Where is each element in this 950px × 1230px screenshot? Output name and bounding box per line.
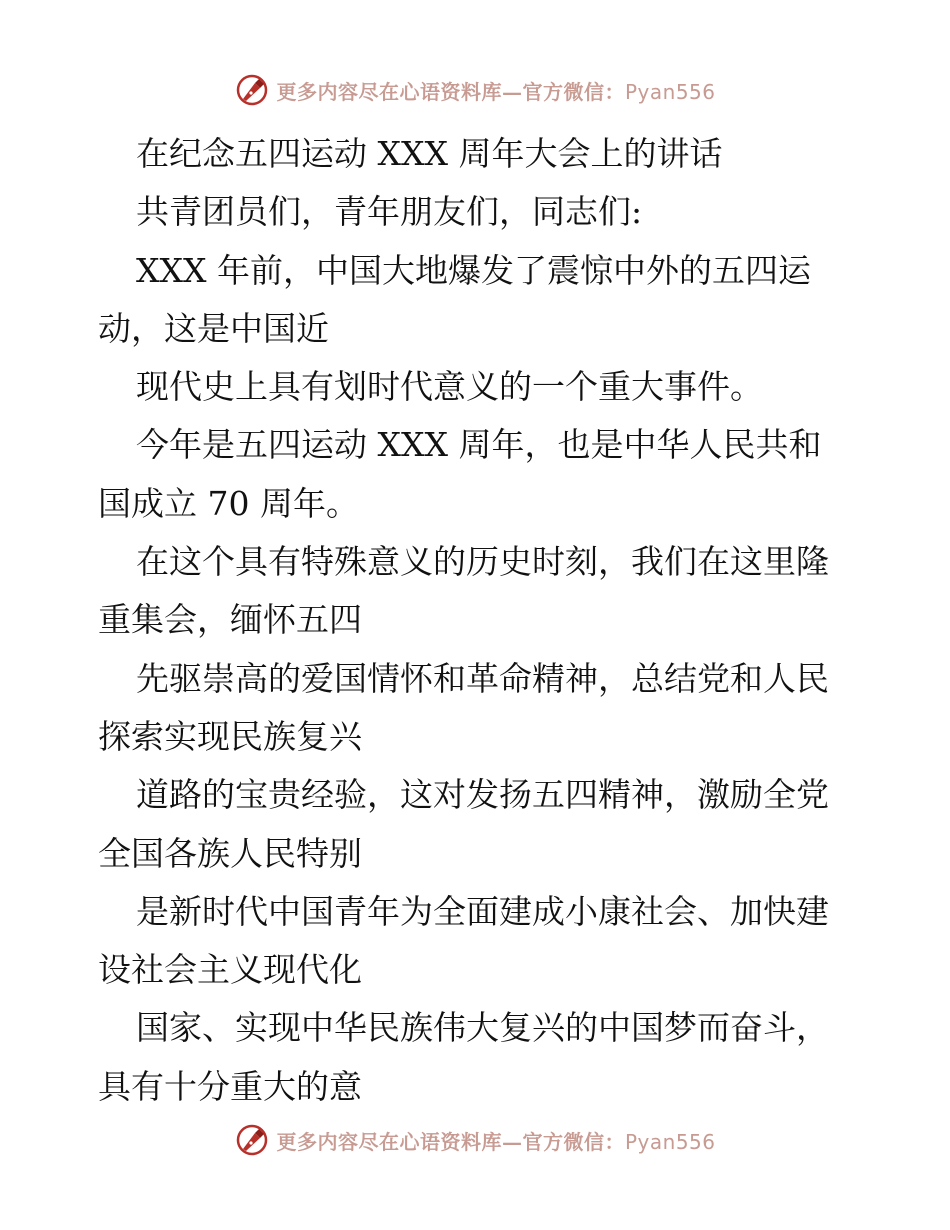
paragraph-line: 现代史上具有划时代意义的一个重大事件。 xyxy=(136,367,763,407)
paragraph-line: 是新时代中国青年为全面建成小康社会、加快建 xyxy=(136,891,829,931)
header-banner-handle: Pyan556 xyxy=(624,79,716,104)
paragraph-line: 今年是五四运动 XXX 周年，也是中华人民共和 xyxy=(136,425,822,465)
pen-nib-circle-icon xyxy=(234,1122,270,1158)
paragraph-line: 在这个具有特殊意义的历史时刻，我们在这里隆 xyxy=(136,542,829,582)
paragraph-line: 国成立 70 周年。 xyxy=(98,483,359,523)
paragraph-line: 设社会主义现代化 xyxy=(98,950,362,990)
paragraph-line: 道路的宝贵经验，这对发扬五四精神，激励全党 xyxy=(136,775,829,815)
footer-banner-text: 更多内容尽在心语资料库—官方微信：Pyan556 xyxy=(276,1129,716,1154)
header-banner-text: 更多内容尽在心语资料库—官方微信：Pyan556 xyxy=(276,79,716,104)
paragraph-line: 动，这是中国近 xyxy=(98,308,329,348)
footer-watermark-banner xyxy=(0,1120,950,1160)
paragraph-line: XXX 年前，中国大地爆发了震惊中外的五四运 xyxy=(136,250,811,290)
speech-body xyxy=(98,125,868,1116)
paragraph-line: 重集会，缅怀五四 xyxy=(98,600,362,640)
paragraph-line: 全国各族人民特别 xyxy=(98,833,362,873)
paragraph-line: 具有十分重大的意 xyxy=(98,1066,362,1106)
pen-nib-circle-icon xyxy=(234,72,270,108)
header-watermark-banner xyxy=(0,70,950,110)
speech-title: 在纪念五四运动 XXX 周年大会上的讲话 xyxy=(136,134,723,173)
paragraph-line: 先驱崇高的爱国情怀和革命精神，总结党和人民 xyxy=(136,658,829,698)
paragraph-line: 国家、实现中华民族伟大复兴的中国梦而奋斗， xyxy=(136,1008,829,1048)
paragraph-line: 探索实现民族复兴 xyxy=(98,716,362,756)
footer-banner-handle: Pyan556 xyxy=(624,1129,716,1154)
salutation: 共青团员们，青年朋友们，同志们: xyxy=(136,192,643,232)
